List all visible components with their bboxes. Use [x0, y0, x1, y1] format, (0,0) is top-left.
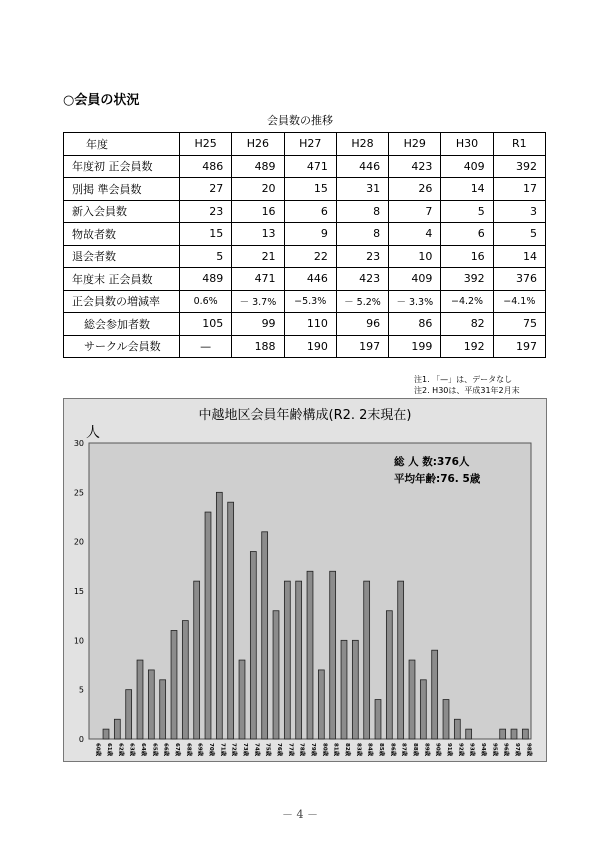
cell-value: 188 [232, 335, 284, 358]
bar [375, 700, 381, 739]
bar [466, 729, 472, 739]
table-row [64, 245, 546, 268]
cell-value: 5 [180, 245, 232, 268]
cell-value: 20 [232, 178, 284, 201]
bar [126, 690, 132, 739]
cell-value: 15 [180, 223, 232, 246]
cell-value: 446 [336, 155, 388, 178]
y-tick-label: 30 [73, 439, 84, 448]
x-tick-label: 86歳 [389, 743, 396, 757]
x-tick-label: 82歳 [344, 743, 350, 757]
section-title: ○会員の状況 [63, 93, 140, 108]
bar [522, 729, 528, 739]
bar [160, 680, 166, 739]
x-tick-label: 80歳 [321, 743, 328, 757]
bar [250, 552, 256, 739]
x-tick-label: 67歳 [174, 743, 180, 757]
cell-value: 392 [441, 268, 493, 291]
x-tick-label: 96歳 [502, 743, 509, 757]
cell-value: 489 [232, 155, 284, 178]
x-tick-label: 77歳 [287, 743, 294, 757]
table-note-2: 注2. H30は、平成31年2月末 [414, 386, 520, 395]
x-tick-label: 89歳 [423, 743, 430, 757]
cell-value: 16 [441, 245, 493, 268]
cell-value: 22 [284, 245, 336, 268]
cell-value: 190 [284, 335, 336, 358]
table-row [64, 223, 546, 246]
bar [273, 611, 279, 739]
table-row [64, 200, 546, 223]
cell-value: 423 [336, 268, 388, 291]
cell-value: 3 [493, 200, 545, 223]
header-year: H30 [441, 133, 493, 156]
header-year: H28 [336, 133, 388, 156]
cell-value: 82 [441, 313, 493, 336]
x-tick-label: 97歳 [514, 743, 520, 757]
cell-value: 17 [493, 178, 545, 201]
cell-value: 486 [180, 155, 232, 178]
cell-value: 110 [284, 313, 336, 336]
cell-value: — [180, 335, 232, 358]
header-year: H29 [389, 133, 441, 156]
bar [443, 700, 449, 739]
bar [307, 571, 313, 739]
cell-value: 21 [232, 245, 284, 268]
cell-value: −4.2% [441, 290, 493, 313]
header-year: H25 [180, 133, 232, 156]
header-year: H26 [232, 133, 284, 156]
row-label: 物故者数 [64, 223, 180, 246]
x-tick-label: 98歳 [525, 743, 532, 757]
age-chart [64, 399, 546, 761]
bar [194, 581, 200, 739]
cell-value: −5.3% [284, 290, 336, 313]
y-tick-label: 20 [73, 537, 84, 547]
x-tick-label: 87歳 [400, 743, 407, 757]
x-tick-label: 70歳 [208, 743, 214, 757]
cell-value: 446 [284, 268, 336, 291]
cell-value: 99 [232, 313, 284, 336]
bar [216, 492, 222, 739]
x-tick-label: 78歳 [298, 743, 305, 757]
cell-value: 197 [493, 335, 545, 358]
cell-value: － 3.7% [232, 290, 284, 313]
table-note-1: 注1. 「—」は、データなし [414, 375, 513, 384]
row-label: 退会者数 [64, 245, 180, 268]
table-row [64, 313, 546, 336]
x-tick-label: 68歳 [185, 743, 192, 757]
cell-value: 75 [493, 313, 545, 336]
cell-value: 392 [493, 155, 545, 178]
cell-value: 0.6% [180, 290, 232, 313]
y-tick-label: 15 [73, 587, 84, 596]
y-tick-label: 25 [73, 488, 84, 498]
bar [205, 512, 211, 739]
bar [409, 660, 415, 739]
bar [182, 621, 188, 739]
x-tick-label: 91歳 [446, 743, 452, 757]
bar [364, 581, 370, 739]
x-tick-label: 60歳 [94, 743, 101, 757]
x-tick-label: 75歳 [264, 743, 271, 757]
x-tick-label: 69歳 [196, 743, 203, 757]
header-year: H27 [284, 133, 336, 156]
cell-value: 10 [389, 245, 441, 268]
cell-value: 27 [180, 178, 232, 201]
cell-value: 13 [232, 223, 284, 246]
x-tick-label: 93歳 [468, 743, 475, 757]
cell-value: 105 [180, 313, 232, 336]
bar [114, 719, 120, 739]
cell-value: 15 [284, 178, 336, 201]
bar [398, 581, 404, 739]
bar [171, 630, 177, 739]
bar [239, 660, 245, 739]
bar [352, 640, 358, 739]
bar [296, 581, 302, 739]
cell-value: 409 [389, 268, 441, 291]
cell-value: － 3.3% [389, 290, 441, 313]
membership-table [63, 132, 546, 358]
x-tick-label: 94歳 [480, 743, 486, 757]
cell-value: 5 [441, 200, 493, 223]
bar [500, 729, 506, 739]
row-label: 正会員数の増減率 [64, 290, 180, 313]
table-row [64, 335, 546, 358]
chart-annotation: 総 人 数:376人 [394, 456, 470, 468]
x-tick-label: 61歳 [106, 743, 112, 757]
x-tick-label: 90歳 [434, 743, 441, 757]
age-chart-frame [63, 398, 547, 762]
x-tick-label: 83歳 [355, 743, 362, 757]
bar [330, 571, 336, 739]
x-tick-label: 88歳 [412, 743, 418, 757]
row-label: 年度初 正会員数 [64, 155, 180, 178]
cell-value: 23 [336, 245, 388, 268]
row-label: 総会参加者数 [64, 313, 180, 336]
bar [432, 650, 438, 739]
cell-value: 5 [493, 223, 545, 246]
x-tick-label: 65歳 [151, 743, 158, 757]
cell-value: 471 [284, 155, 336, 178]
bar [420, 680, 426, 739]
bar [341, 640, 347, 739]
cell-value: 8 [336, 200, 388, 223]
cell-value: 471 [232, 268, 284, 291]
cell-value: 489 [180, 268, 232, 291]
x-tick-label: 64歳 [140, 743, 146, 757]
row-label: 別掲 準会員数 [64, 178, 180, 201]
cell-value: 6 [441, 223, 493, 246]
bar [318, 670, 324, 739]
cell-value: 423 [389, 155, 441, 178]
cell-value: 14 [441, 178, 493, 201]
header-year: R1 [493, 133, 545, 156]
cell-value: 26 [389, 178, 441, 201]
cell-value: 96 [336, 313, 388, 336]
row-label: 年度末 正会員数 [64, 268, 180, 291]
cell-value: 376 [493, 268, 545, 291]
bar [511, 729, 517, 739]
cell-value: 14 [493, 245, 545, 268]
table-row [64, 290, 546, 313]
table-caption: 会員数の推移 [267, 114, 333, 127]
cell-value: 8 [336, 223, 388, 246]
cell-value: 409 [441, 155, 493, 178]
header-label: 年度 [64, 133, 180, 156]
cell-value: 197 [336, 335, 388, 358]
page-number: － 4 － [282, 808, 318, 821]
bar [228, 502, 234, 739]
y-tick-label: 10 [73, 636, 84, 646]
x-tick-label: 71歳 [219, 743, 226, 757]
cell-value: － 5.2% [336, 290, 388, 313]
x-tick-label: 81歳 [332, 743, 339, 757]
chart-annotation: 平均年齢:76. 5歳 [394, 473, 481, 485]
x-tick-label: 72歳 [230, 743, 237, 757]
cell-value: 86 [389, 313, 441, 336]
y-tick-label: 0 [78, 735, 84, 744]
x-tick-label: 73歳 [242, 743, 248, 757]
bar [103, 729, 109, 739]
bar [262, 532, 268, 739]
x-tick-label: 66歳 [162, 743, 169, 757]
y-axis-label: 人 [86, 425, 100, 441]
table-row [64, 155, 546, 178]
bar [137, 660, 143, 739]
x-tick-label: 62歳 [117, 743, 124, 757]
table-row [64, 268, 546, 291]
cell-value: −4.1% [493, 290, 545, 313]
cell-value: 31 [336, 178, 388, 201]
row-label: サークル会員数 [64, 335, 180, 358]
bar [148, 670, 154, 739]
bar [284, 581, 290, 739]
x-tick-label: 85歳 [378, 743, 384, 757]
y-tick-label: 5 [78, 685, 84, 695]
chart-title: 中越地区会員年齢構成(R2. 2末現在) [198, 408, 412, 423]
row-label: 新入会員数 [64, 200, 180, 223]
cell-value: 199 [389, 335, 441, 358]
cell-value: 7 [389, 200, 441, 223]
cell-value: 4 [389, 223, 441, 246]
bar [386, 611, 392, 739]
x-tick-label: 95歳 [491, 743, 498, 757]
bar [454, 719, 460, 739]
cell-value: 192 [441, 335, 493, 358]
cell-value: 23 [180, 200, 232, 223]
x-tick-label: 63歳 [128, 743, 135, 757]
cell-value: 16 [232, 200, 284, 223]
x-tick-label: 74歳 [253, 743, 260, 757]
cell-value: 9 [284, 223, 336, 246]
cell-value: 6 [284, 200, 336, 223]
x-tick-label: 84歳 [366, 743, 373, 757]
x-tick-label: 79歳 [310, 743, 316, 757]
table-header-row [64, 133, 546, 156]
x-tick-label: 92歳 [457, 743, 464, 757]
x-tick-label: 76歳 [276, 743, 282, 757]
table-row [64, 178, 546, 201]
